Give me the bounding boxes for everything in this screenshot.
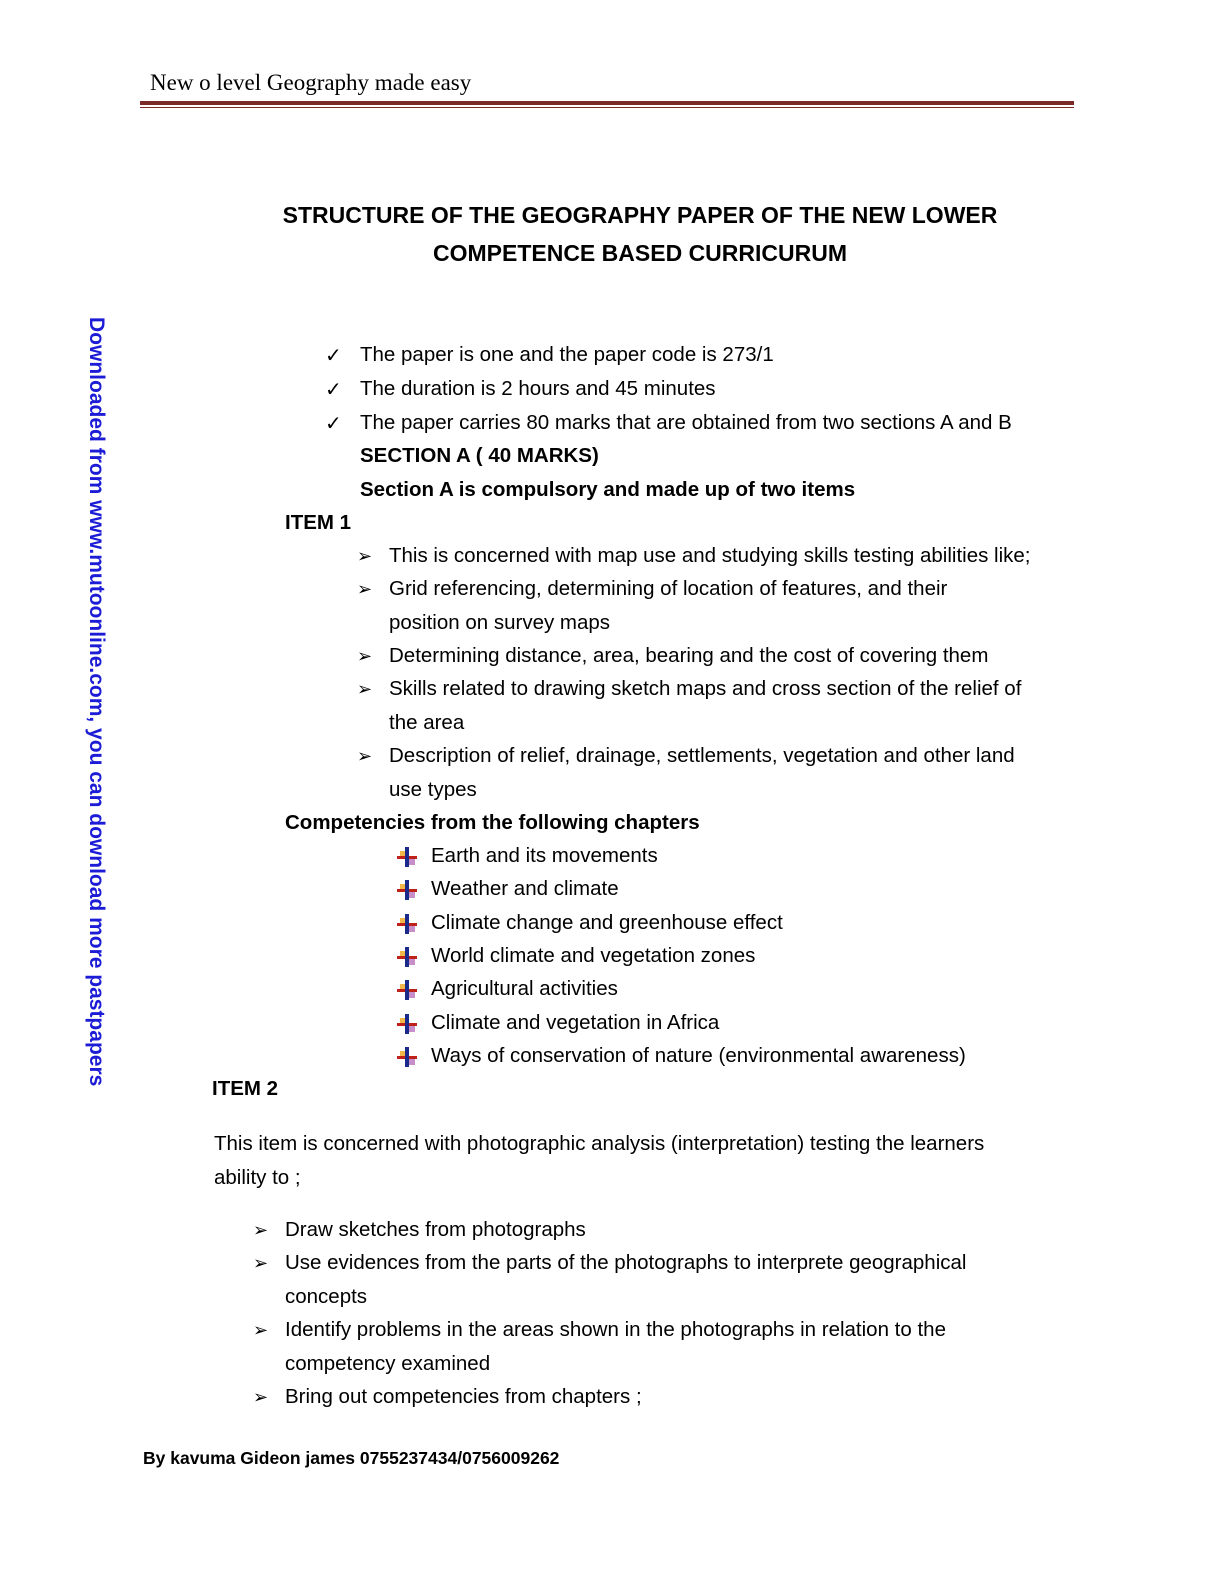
- arrow-bullet-icon: ➢: [253, 1320, 269, 1340]
- page-header: New o level Geography made easy: [150, 70, 472, 95]
- color-cross-bullet-icon: [397, 980, 417, 1000]
- title-line-1: STRUCTURE OF THE GEOGRAPHY PAPER OF THE NEW LOWER: [282, 202, 998, 228]
- competencies-heading: Competencies from the following chapters: [285, 811, 700, 834]
- section-a-subheading: Section A is compulsory and made up of two items: [360, 478, 856, 501]
- item-1-heading: ITEM 1: [285, 511, 352, 534]
- color-cross-bullet-icon: [397, 914, 417, 934]
- arrow-bullet-icon: ➢: [357, 646, 373, 666]
- color-cross-bullet-icon: [397, 880, 417, 900]
- checkmark-icon: ✓: [325, 345, 342, 367]
- color-cross-bullet-icon: [397, 947, 417, 967]
- checkmark-icon: ✓: [325, 413, 342, 435]
- header-rule-thin: [140, 107, 1074, 108]
- document-title: [190, 196, 1090, 272]
- arrow-bullet-icon: ➢: [253, 1220, 269, 1240]
- download-watermark: Downloaded from www.mutoonline.com, you can download more pastpapers: [85, 317, 108, 1087]
- arrow-bullet-icon: ➢: [357, 679, 373, 699]
- header-rule: [140, 101, 1074, 105]
- color-cross-bullet-icon: [397, 1047, 417, 1067]
- item-2-intro: This item is concerned with photographic analysis (interpretation) testing the learners ability to ;: [214, 1132, 985, 1189]
- title-line-2: COMPETENCE BASED CURRICURUM: [432, 240, 847, 266]
- arrow-bullet-icon: ➢: [357, 579, 373, 599]
- arrow-bullet-icon: ➢: [253, 1387, 269, 1407]
- color-cross-bullet-icon: [397, 847, 417, 867]
- arrow-bullet-icon: ➢: [357, 746, 373, 766]
- arrow-bullet-icon: ➢: [253, 1253, 269, 1273]
- arrow-bullet-icon: ➢: [357, 546, 373, 566]
- checkmark-icon: ✓: [325, 379, 342, 401]
- page-footer: By kavuma Gideon james 0755237434/0756009262: [143, 1448, 560, 1468]
- section-a-heading: SECTION A ( 40 MARKS): [360, 444, 599, 467]
- item-2-heading: ITEM 2: [212, 1077, 279, 1100]
- color-cross-bullet-icon: [397, 1014, 417, 1034]
